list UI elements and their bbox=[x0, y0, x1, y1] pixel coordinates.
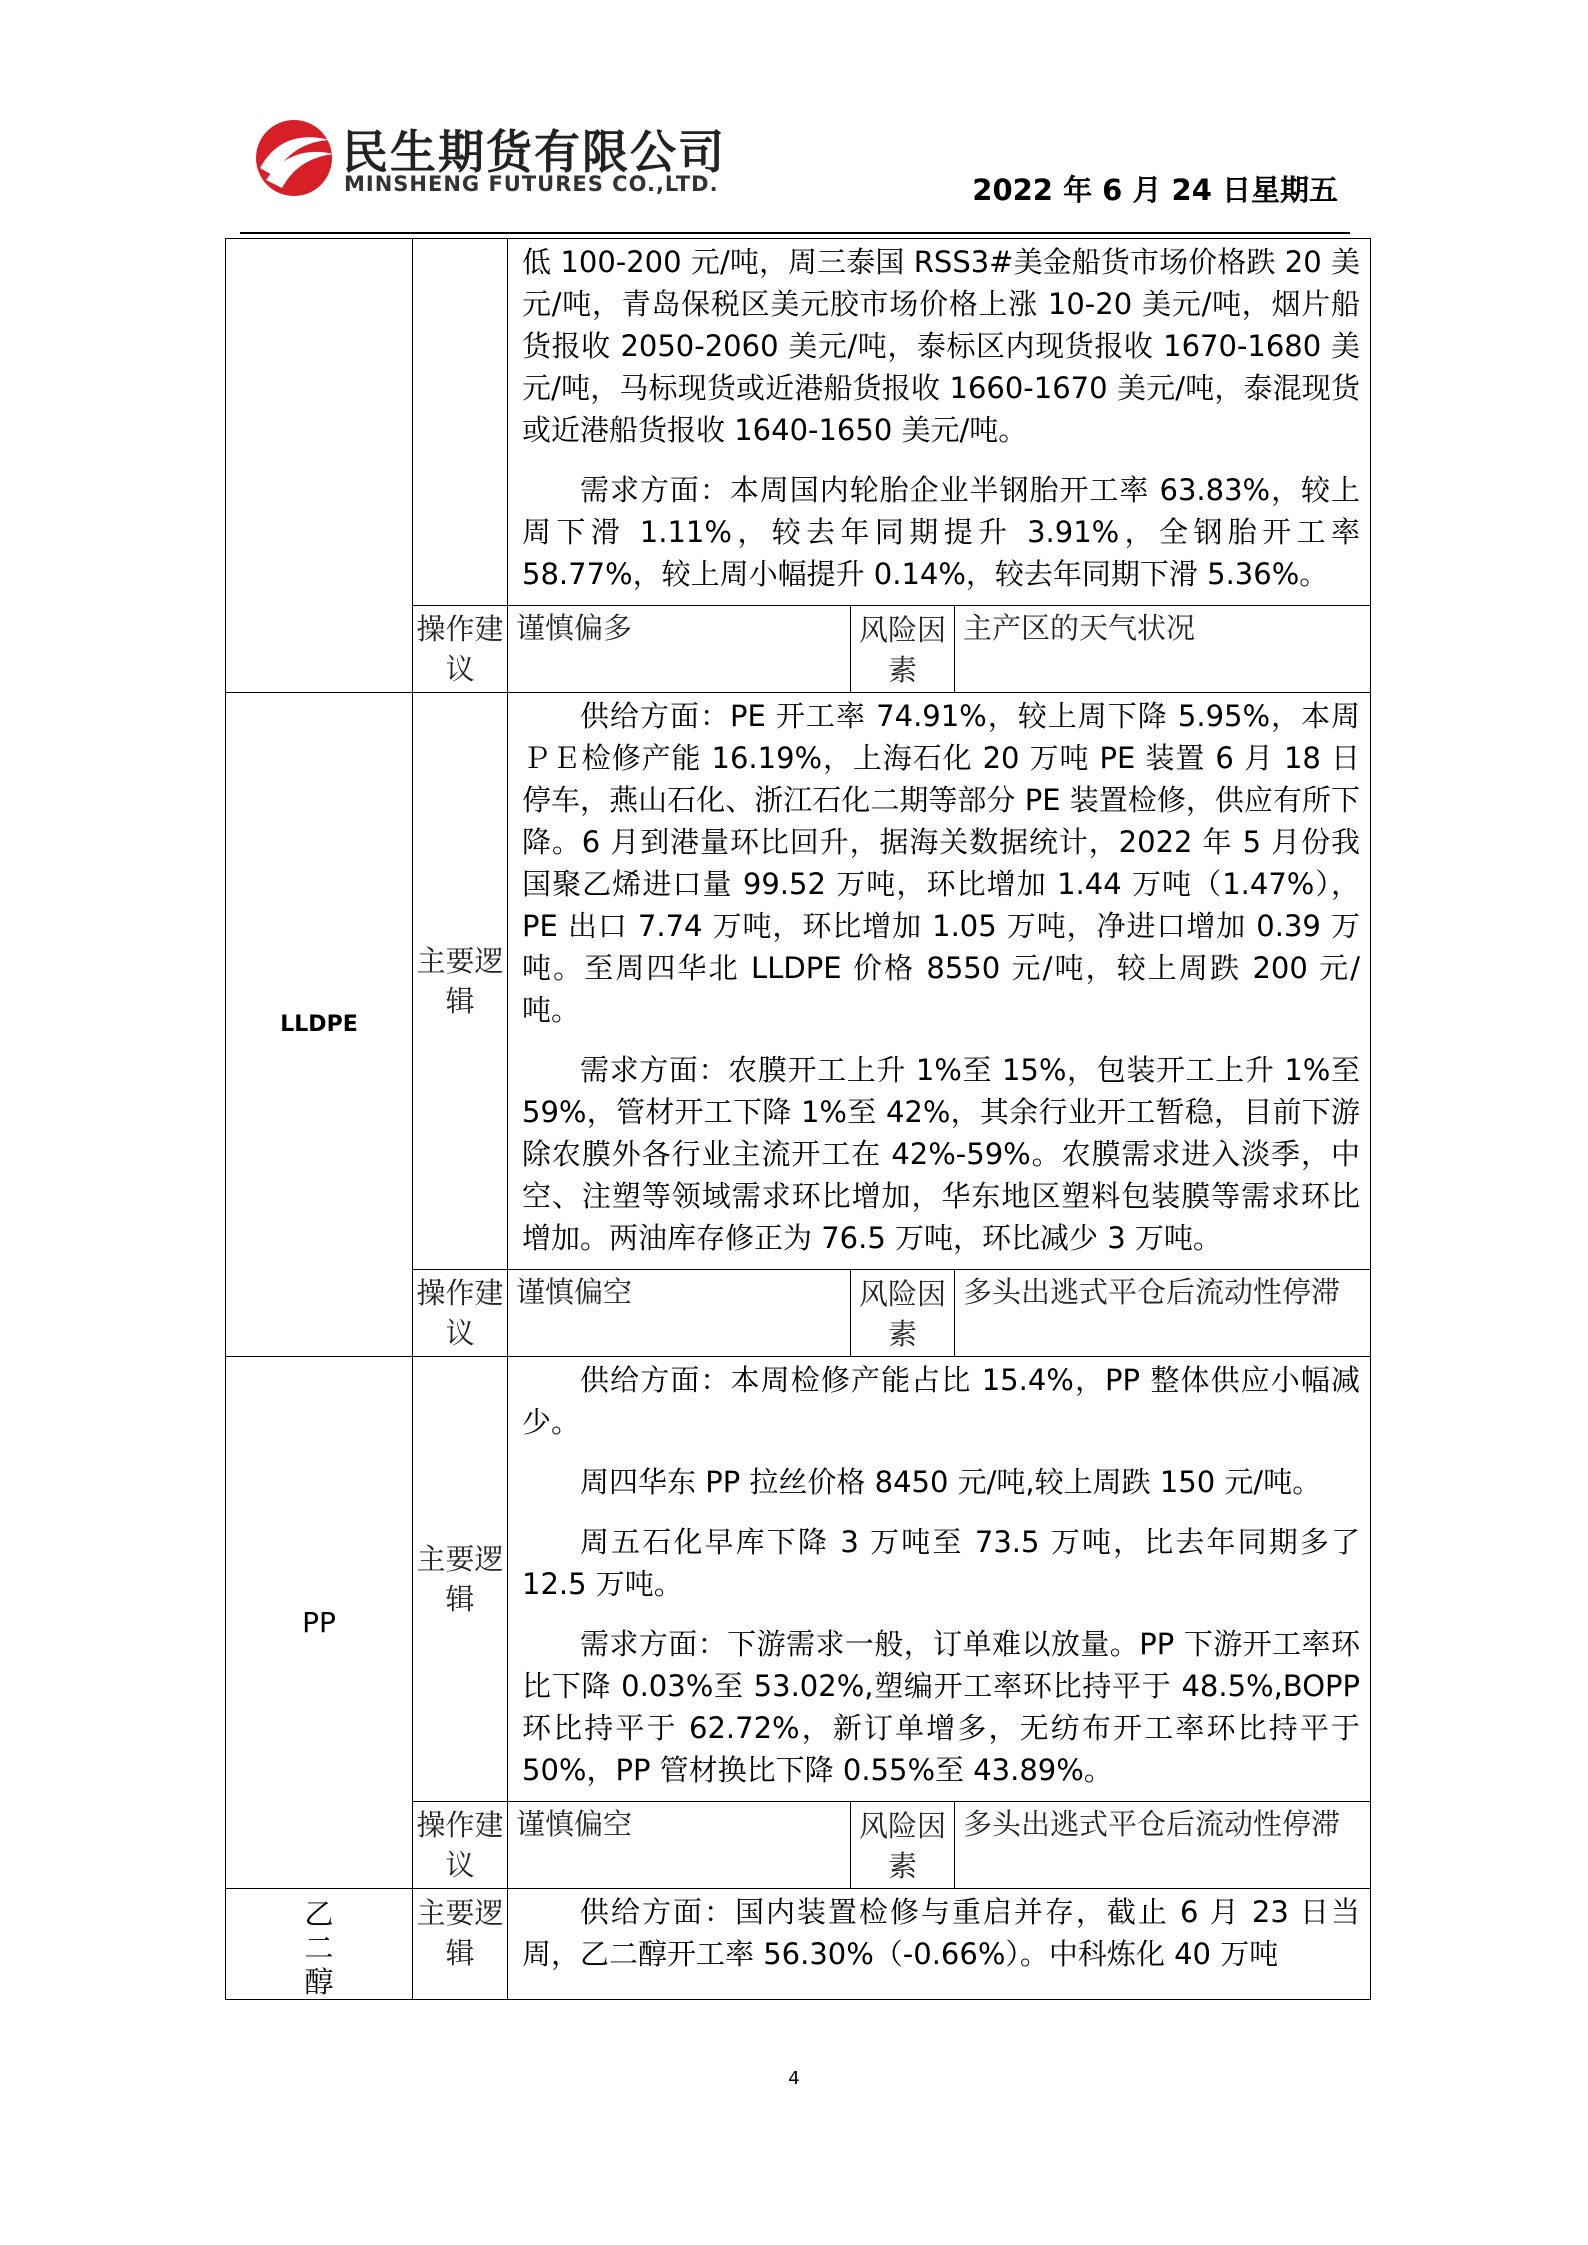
pp-logic-label: 主要逻辑 bbox=[413, 1357, 508, 1802]
meg-logic-content bbox=[508, 1889, 1371, 2000]
rubber-logic-label-cell bbox=[413, 239, 508, 606]
lldpe-supply-paragraph: 供给方面：PE 开工率 74.91%，较上周下降 5.95%，本周ＰＥ检修产能 16.19%，上海石化 20 万吨 PE 装置 6 月 18 日停车，燕山石化、浙江石化二期等部分 PE 装置检修，供应有所下降。6 月到港量环比回升，据海关数据统计，2022 年 5 月份我国聚乙烯进口量 99.52 万吨，环比增加 1.44 万吨（1.47%），PE 出口 7.74 万吨，环比增加 1.05 万吨，净进口增加 0.39 万吨。至周四华北 LLDPE 价格 8550 元/吨，较上周跌 200 元/吨。 bbox=[522, 699, 1360, 1027]
pp-supply-paragraph: 供给方面：本周检修产能占比 15.4%，PP 整体供应小幅减少。 bbox=[522, 1363, 1360, 1439]
lldpe-op-value: 谨慎偏空 bbox=[508, 1270, 851, 1357]
rubber-category-cell bbox=[226, 239, 413, 693]
pp-category-name: PP bbox=[226, 1357, 413, 1889]
minsheng-logo-icon bbox=[252, 118, 336, 198]
rubber-risk-label: 风险因素 bbox=[851, 606, 955, 693]
lldpe-risk-label: 风险因素 bbox=[851, 1270, 955, 1357]
pp-logic-content bbox=[508, 1357, 1371, 1802]
rubber-supply-paragraph: 低 100-200 元/吨，周三泰国 RSS3#美金船货市场价格跌 20 美元/吨，青岛保税区美元胶市场价格上涨 10-20 美元/吨，烟片船货报收 2050-2060 美元/吨，泰标区内现货报收 1670-1680 美元/吨，马标现货或近港船货报收 1660-1670 美元/吨，泰混现货或近港船货报收 1640-1650 美元/吨。 bbox=[522, 245, 1360, 447]
pp-inventory-paragraph: 周五石化早库下降 3 万吨至 73.5 万吨，比去年同期多了 12.5 万吨。 bbox=[522, 1525, 1360, 1601]
rubber-risk-value: 主产区的天气状况 bbox=[955, 606, 1371, 693]
meg-category-name: 乙二醇 bbox=[304, 1897, 334, 1999]
lldpe-risk-value: 多头出逃式平仓后流动性停滞 bbox=[955, 1270, 1371, 1357]
rubber-demand-paragraph: 需求方面：本周国内轮胎企业半钢胎开工率 63.83%，较上周下滑 1.11%，较去年同期提升 3.91%，全钢胎开工率 58.77%，较上周小幅提升 0.14%，较去年同期下滑 5.36%。 bbox=[522, 473, 1360, 591]
page-number: 4 bbox=[788, 2068, 800, 2089]
lldpe-op-label: 操作建议 bbox=[413, 1270, 508, 1357]
lldpe-logic-label: 主要逻辑 bbox=[413, 693, 508, 1270]
commodity-table bbox=[225, 238, 1371, 2000]
pp-price-paragraph: 周四华东 PP 拉丝价格 8450 元/吨,较上周跌 150 元/吨。 bbox=[580, 1465, 1322, 1499]
header-rule bbox=[240, 232, 1350, 234]
lldpe-demand-paragraph: 需求方面：农膜开工上升 1%至 15%，包装开工上升 1%至 59%，管材开工下降 1%至 42%，其余行业开工暂稳，目前下游除农膜外各行业主流开工在 42%-59%。农膜需求进入淡季，中空、注塑等领域需求环比增加，华东地区塑料包装膜等需求环比增加。两油库存修正为 76.5 万吨，环比减少 3 万吨。 bbox=[522, 1053, 1360, 1255]
pp-risk-label: 风险因素 bbox=[851, 1802, 955, 1889]
meg-category-cell bbox=[226, 1889, 413, 2000]
meg-logic-label: 主要逻辑 bbox=[413, 1889, 508, 2000]
rubber-logic-content bbox=[508, 239, 1371, 606]
meg-logic-row bbox=[226, 1889, 1371, 2000]
rubber-op-label: 操作建议 bbox=[413, 606, 508, 693]
pp-op-value: 谨慎偏空 bbox=[508, 1802, 851, 1889]
rubber-logic-row bbox=[226, 239, 1371, 606]
company-name-en: MINSHENG FUTURES CO.,LTD. bbox=[344, 172, 719, 196]
lldpe-category-name: LLDPE bbox=[226, 693, 413, 1357]
pp-risk-value: 多头出逃式平仓后流动性停滞 bbox=[955, 1802, 1371, 1889]
lldpe-logic-content bbox=[508, 693, 1371, 1270]
pp-op-label: 操作建议 bbox=[413, 1802, 508, 1889]
company-name-cn: 民生期货有限公司 bbox=[342, 125, 726, 179]
lldpe-logic-row bbox=[226, 693, 1371, 1270]
rubber-op-value: 谨慎偏多 bbox=[508, 606, 851, 693]
meg-supply-paragraph: 供给方面：国内装置检修与重启并存，截止 6 月 23 日当周，乙二醇开工率 56.30%（-0.66%）。中科炼化 40 万吨 bbox=[522, 1895, 1360, 1971]
report-date: 2022 年 6 月 24 日星期五 bbox=[972, 173, 1338, 207]
pp-logic-row bbox=[226, 1357, 1371, 1802]
company-logo bbox=[252, 114, 732, 202]
pp-demand-paragraph: 需求方面：下游需求一般，订单难以放量。PP 下游开工率环比下降 0.03%至 53.02%,塑编开工率环比持平于 48.5%,BOPP 环比持平于 62.72%，新订单增多，无纺布开工率环比持平于 50%，PP 管材换比下降 0.55%至 43.89%。 bbox=[522, 1627, 1360, 1787]
